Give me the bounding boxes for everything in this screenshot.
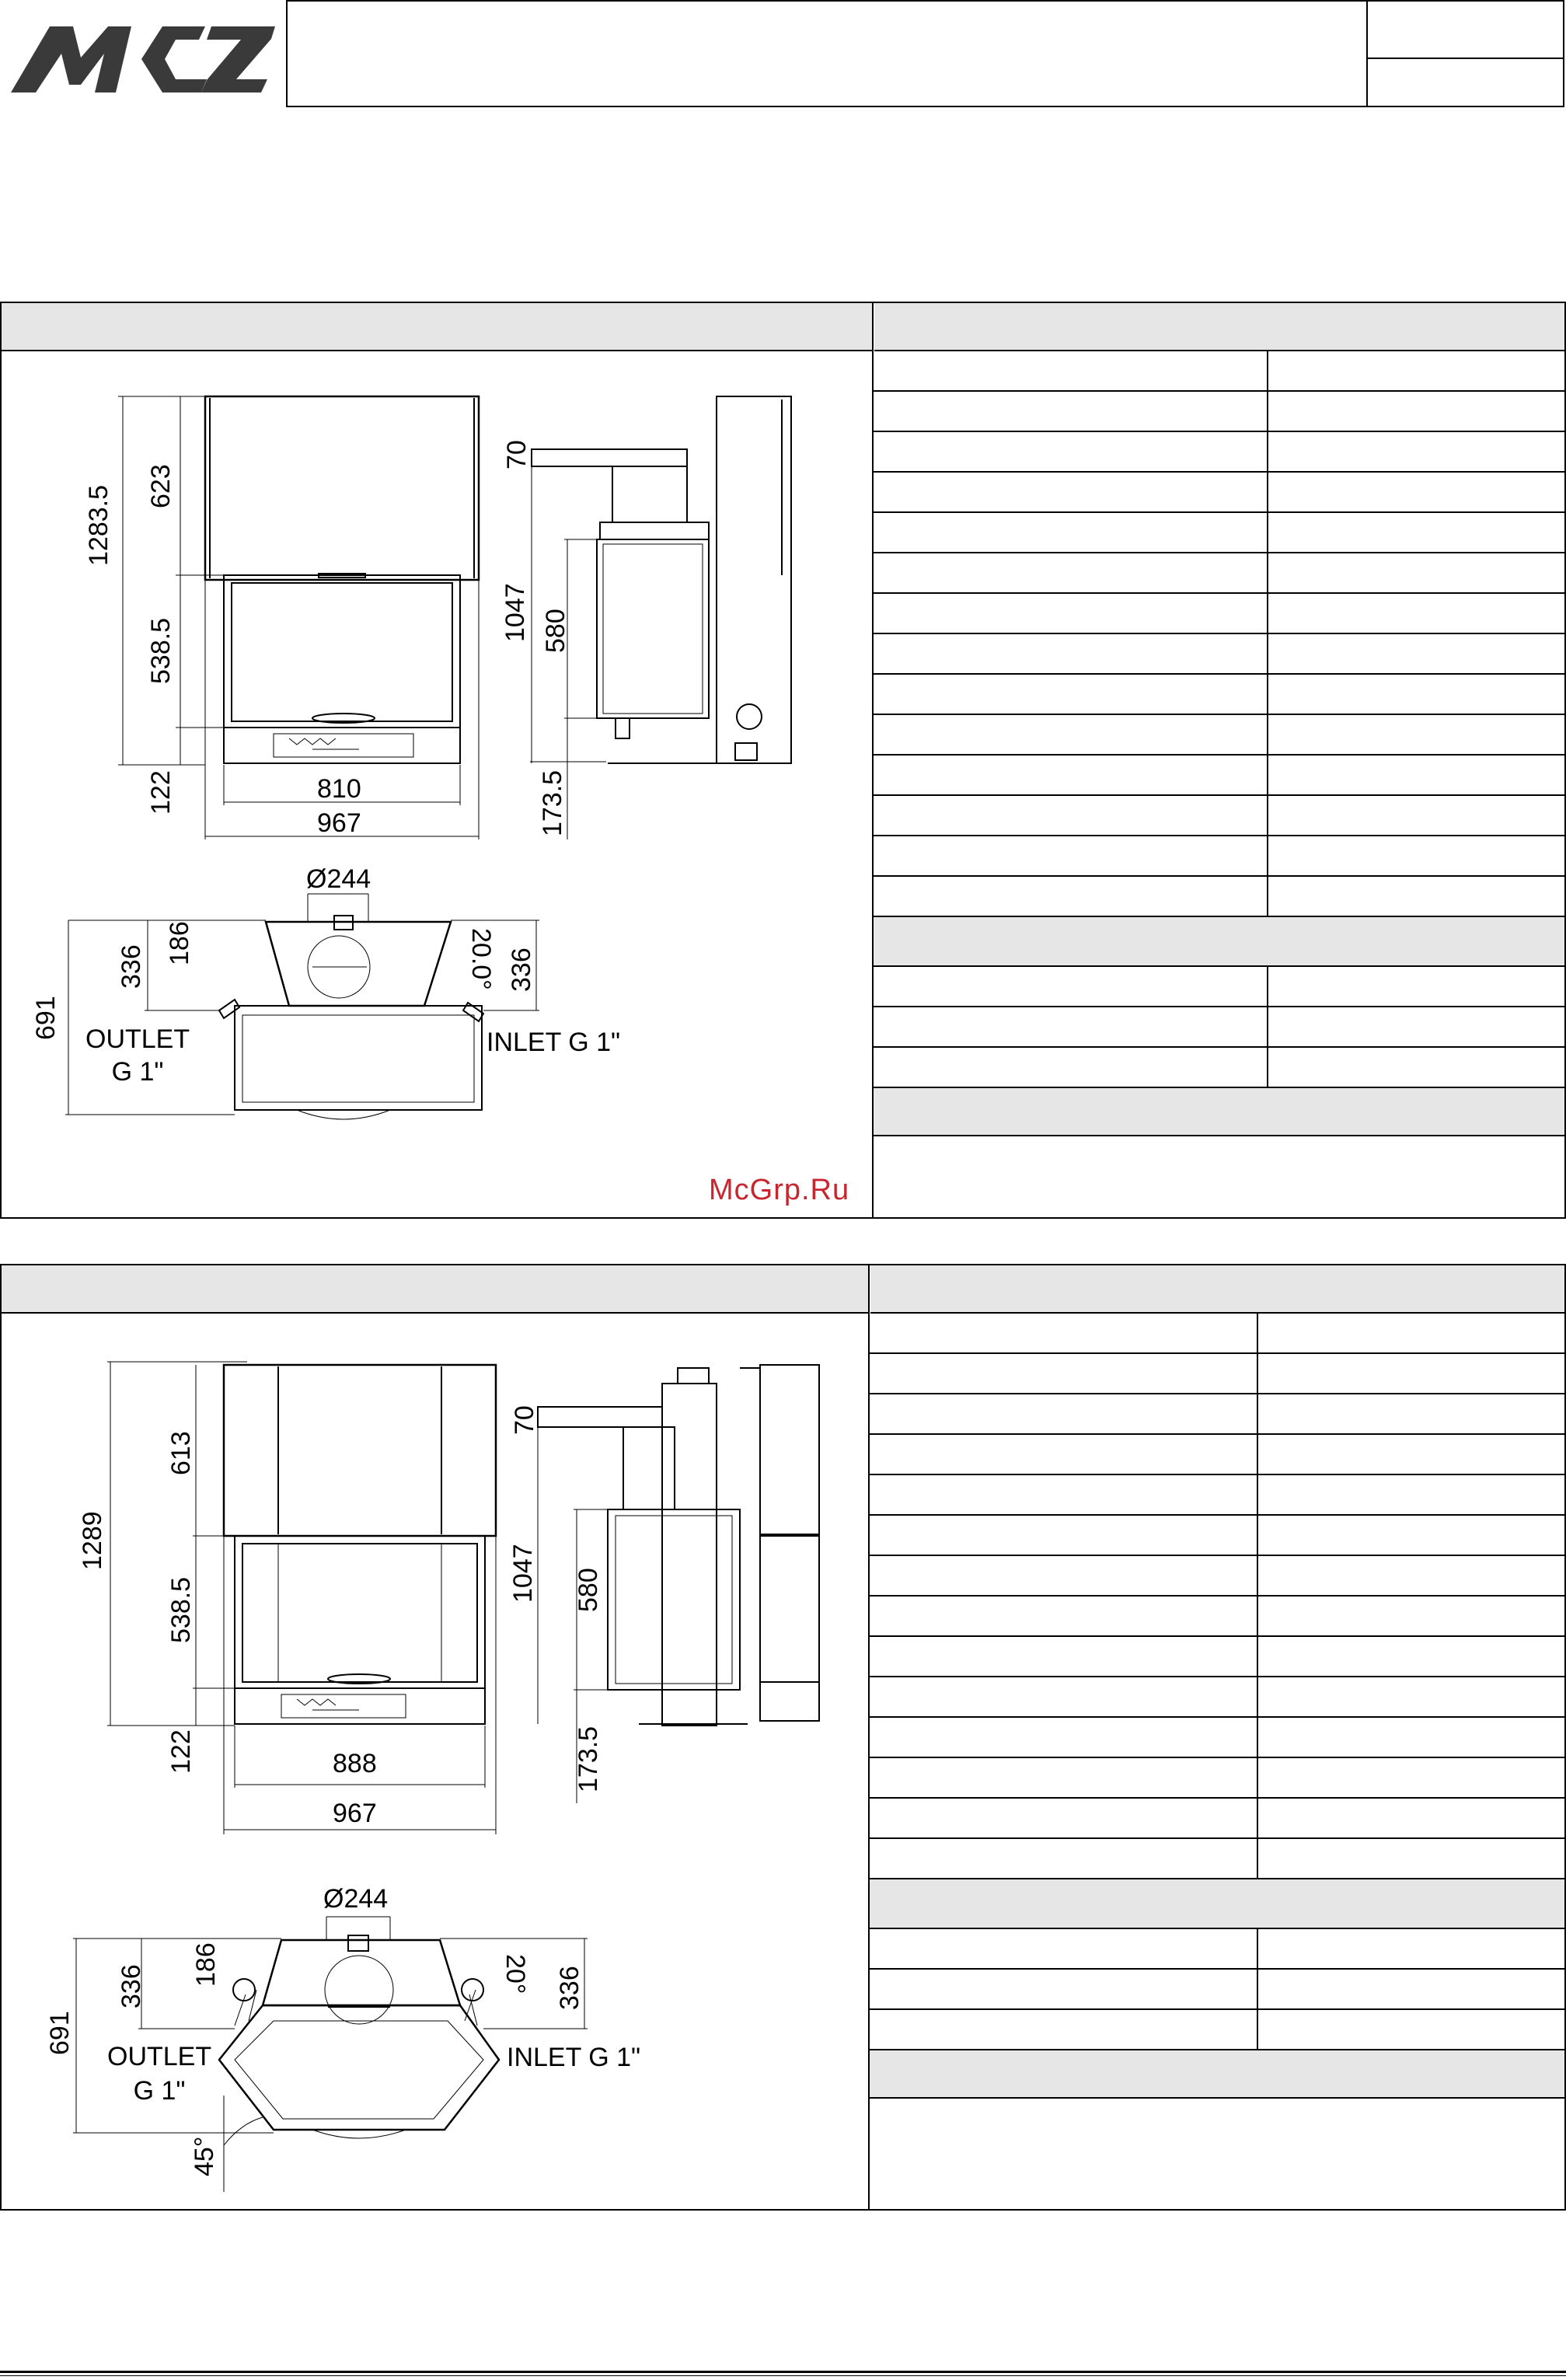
dim-top-336-left: 336 [117,1964,146,2008]
brand-logo [3,11,277,96]
dim-top-691: 691 [45,2011,75,2055]
section-1-header-left [2,303,873,351]
dim-top-691: 691 [31,996,61,1040]
section-2-spec-table [870,1314,1564,2209]
dim-top-186: 186 [191,1942,221,1987]
dim-total-height: 1283.5 [84,485,113,566]
dim-mid-height: 538.5 [146,617,176,684]
dim-inner-width: 810 [317,774,361,804]
title-box [286,0,1564,107]
dim-outer-width: 967 [317,808,361,838]
dim-top-336-right: 336 [507,947,536,992]
outlet-label: OUTLET G 1" [107,2042,212,2106]
dim-base-height: 122 [166,1729,196,1774]
inlet-label: INLET G 1" [487,1028,621,1057]
title-box-divider [1366,0,1368,107]
dim-side-1047: 1047 [500,583,530,642]
section-1-spec-table [874,351,1564,1217]
dim-side-580: 580 [574,1568,603,1612]
dim-top-186: 186 [165,921,194,965]
dim-top-336-right: 336 [555,1966,584,2010]
dim-side-580: 580 [541,609,570,653]
dim-angle-45: 45° [190,2136,219,2176]
dim-base-height: 122 [146,770,176,815]
section-2-header-left [2,1265,869,1314]
dim-side-70: 70 [510,1405,539,1435]
dim-top-angle: 20° [500,1954,530,1994]
footer-rule-thin [0,2375,1566,2376]
dim-side-173: 173.5 [574,1726,603,1792]
dim-top-height: 623 [146,464,176,508]
dim-side-173: 173.5 [538,769,567,836]
dim-inner-width: 888 [333,1749,377,1778]
inlet-label: INLET G 1" [507,2043,641,2072]
front-view [107,1362,496,1834]
dim-side-70: 70 [502,440,532,469]
dim-outer-width: 967 [333,1799,377,1828]
footer-rule [0,2371,1566,2373]
dim-top-height: 613 [166,1431,196,1475]
title-box-code-divider [1366,58,1564,59]
section-2-header-right [870,1265,1564,1314]
dim-mid-height: 538.5 [166,1576,196,1643]
dim-top-336-left: 336 [117,944,146,989]
dim-side-1047: 1047 [508,1544,538,1603]
dim-total-height: 1289 [78,1511,107,1570]
outlet-label: OUTLET G 1" [85,1024,190,1087]
dim-top-angle: 20.0° [466,928,496,990]
dim-flue-diameter: Ø244 [306,864,371,894]
watermark: McGrp.Ru [709,1174,850,1206]
dim-flue-diameter: Ø244 [323,1884,389,1914]
section-1-header-right [874,303,1564,351]
